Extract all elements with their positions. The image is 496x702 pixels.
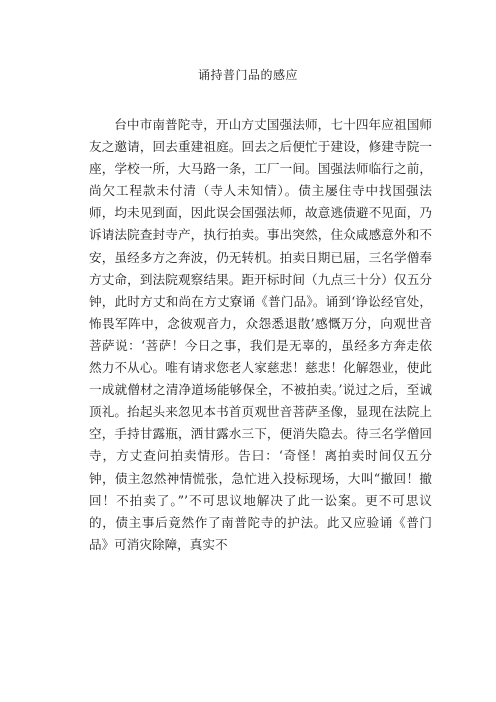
body-paragraph: 台中市南普陀寺，开山方丈国强法师，七十四年应祖国师友之邀请，回去重建祖庭。回去之后便忙于建设，修建寺院一座，学校一所，大马路一条，工厂一间。国强法师临行之前，尚欠工程款未付清（寺人未知情）。债主屡住寺中找国强法师，均未见到面，因此误会国强法师，故意逃债避不见面，乃诉请法院查封寺产，执行拍卖。事出突然，住众咸感意外和不安，虽经多方之奔波，仍无转机。拍卖日期已届，三名学僧奉方丈命，到法院观察结果。距开标时间（九点三十分）仅五分钟，此时方丈和尚在方丈寮诵《普门品》。诵到‘诤讼经官处，怖畏军阵中，念彼观音力，众怨悉退散’感慨万分，向观世音菩萨说：‘菩萨！今日之事，我们是无辜的，虽经多方奔走依然力不从心。唯有请求您老人家慈悲！慈悲！化解怨业，使此一成就僧材之清净道场能够保全，不被拍卖。’说过之后，至诚顶礼。抬起头来忽见本书首页观世音菩萨圣像，显现在法院上空，手持甘露瓶，洒甘露水三下，便消失隐去。待三名学僧回寺，方丈查问拍卖情形。告曰：‘奇怪！离拍卖时间仅五分钟，债主忽然神情慌张，急忙进入投标现场，大叫“撤回！撤回！不拍卖了。”’不可思议地解决了此一讼案。更不可思议的，债主事后竟然作了南普陀寺的护法。此又应验诵《普门品》可消灾除障，真实不	[89, 117, 432, 552]
document-title: 诵持普门品的感应	[197, 68, 298, 82]
